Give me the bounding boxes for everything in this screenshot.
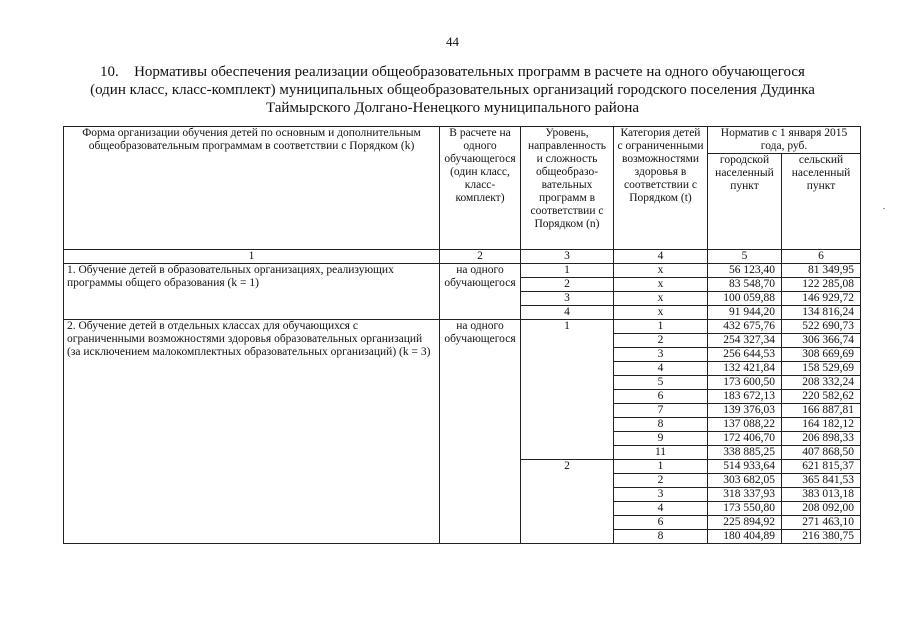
category-cell: 1: [614, 460, 708, 474]
category-cell: 2: [614, 334, 708, 348]
group1-label: 1. Обучение детей в образовательных организациях, реализующих программы общего образования (k = 1): [64, 264, 440, 320]
scan-mark: [883, 208, 885, 209]
document-title: [0, 63, 905, 117]
level-cell: 1: [521, 320, 614, 460]
title-line-2: (один класс, класс-комплект) муниципальных общеобразовательных организаций городского поселения Дудинка: [90, 82, 815, 98]
rural-value: 158 529,69: [782, 362, 861, 376]
norms-table: [63, 126, 861, 544]
page-number: 44: [446, 34, 459, 49]
header-per: В расчете на одного обучающегося (один класс, класс-комплект): [440, 127, 521, 250]
rural-value: 522 690,73: [782, 320, 861, 334]
rural-value: 220 582,62: [782, 390, 861, 404]
urban-value: 100 059,88: [708, 292, 782, 306]
category-cell: x: [614, 306, 708, 320]
urban-value: 83 548,70: [708, 278, 782, 292]
category-cell: 8: [614, 418, 708, 432]
urban-value: 183 672,13: [708, 390, 782, 404]
urban-value: 173 600,50: [708, 376, 782, 390]
urban-value: 303 682,05: [708, 474, 782, 488]
rural-value: 383 013,18: [782, 488, 861, 502]
category-cell: 4: [614, 362, 708, 376]
urban-value: 56 123,40: [708, 264, 782, 278]
title-line-1: Нормативы обеспечения реализации общеобразовательных программ в расчете на одного обучающегося: [134, 64, 805, 80]
rural-value: 134 816,24: [782, 306, 861, 320]
group1-per: на одного обучающегося: [440, 264, 521, 320]
urban-value: 338 885,25: [708, 446, 782, 460]
table-row: [64, 320, 861, 334]
title-line-3: Таймырского Долгано-Ненецкого муниципального района: [265, 100, 640, 116]
category-cell: 8: [614, 530, 708, 544]
urban-value: 514 933,64: [708, 460, 782, 474]
section-number: 10.: [100, 64, 119, 80]
category-cell: 6: [614, 390, 708, 404]
rural-value: 216 380,75: [782, 530, 861, 544]
category-cell: 11: [614, 446, 708, 460]
table-row: [64, 264, 861, 278]
level-cell: 4: [521, 306, 614, 320]
category-cell: 6: [614, 516, 708, 530]
rural-value: 271 463,10: [782, 516, 861, 530]
urban-value: 132 421,84: [708, 362, 782, 376]
category-cell: x: [614, 264, 708, 278]
urban-value: 180 404,89: [708, 530, 782, 544]
rural-value: 407 868,50: [782, 446, 861, 460]
category-cell: x: [614, 292, 708, 306]
rural-value: 206 898,33: [782, 432, 861, 446]
urban-value: 254 327,34: [708, 334, 782, 348]
category-cell: 4: [614, 502, 708, 516]
header-urban: городской населенный пункт: [708, 154, 782, 250]
rural-value: 365 841,53: [782, 474, 861, 488]
category-cell: 3: [614, 348, 708, 362]
category-cell: x: [614, 278, 708, 292]
rural-value: 306 366,74: [782, 334, 861, 348]
col-number: 2: [440, 250, 521, 264]
group2-label: 2. Обучение детей в отдельных классах для обучающихся с ограниченными возможностями здоровья образовательных организаций (за исключением малокомплектных образовательных организаций) (k = 3): [64, 320, 440, 544]
rural-value: 164 182,12: [782, 418, 861, 432]
header-norm: Норматив с 1 января 2015 года, руб.: [708, 127, 861, 154]
category-cell: 1: [614, 320, 708, 334]
category-cell: 7: [614, 404, 708, 418]
col-number: 5: [708, 250, 782, 264]
col-number: 4: [614, 250, 708, 264]
header-rural: сельский населенный пункт: [782, 154, 861, 250]
header-level: Уровень, направленность и сложность общеобразо-вательных программ в соответствии с Порядком (n): [521, 127, 614, 250]
category-cell: 3: [614, 488, 708, 502]
rural-value: 166 887,81: [782, 404, 861, 418]
level-cell: 2: [521, 460, 614, 544]
urban-value: 225 894,92: [708, 516, 782, 530]
col-number: 6: [782, 250, 861, 264]
category-cell: 5: [614, 376, 708, 390]
rural-value: 122 285,08: [782, 278, 861, 292]
header-category: Категория детей с ограниченными возможностями здоровья в соответствии с Порядком (t): [614, 127, 708, 250]
rural-value: 81 349,95: [782, 264, 861, 278]
level-cell: 2: [521, 278, 614, 292]
level-cell: 1: [521, 264, 614, 278]
col-number: 1: [64, 250, 440, 264]
urban-value: 172 406,70: [708, 432, 782, 446]
urban-value: 137 088,22: [708, 418, 782, 432]
category-cell: 2: [614, 474, 708, 488]
urban-value: 173 550,80: [708, 502, 782, 516]
urban-value: 139 376,03: [708, 404, 782, 418]
urban-value: 318 337,93: [708, 488, 782, 502]
urban-value: 91 944,20: [708, 306, 782, 320]
urban-value: 432 675,76: [708, 320, 782, 334]
rural-value: 208 332,24: [782, 376, 861, 390]
urban-value: 256 644,53: [708, 348, 782, 362]
category-cell: 9: [614, 432, 708, 446]
rural-value: 208 092,00: [782, 502, 861, 516]
rural-value: 308 669,69: [782, 348, 861, 362]
group2-per: на одного обучающегося: [440, 320, 521, 544]
header-form: Форма организации обучения детей по основным и дополнительным общеобразовательным программам в соответствии с Порядком (k): [64, 127, 440, 250]
rural-value: 146 929,72: [782, 292, 861, 306]
rural-value: 621 815,37: [782, 460, 861, 474]
col-number: 3: [521, 250, 614, 264]
level-cell: 3: [521, 292, 614, 306]
